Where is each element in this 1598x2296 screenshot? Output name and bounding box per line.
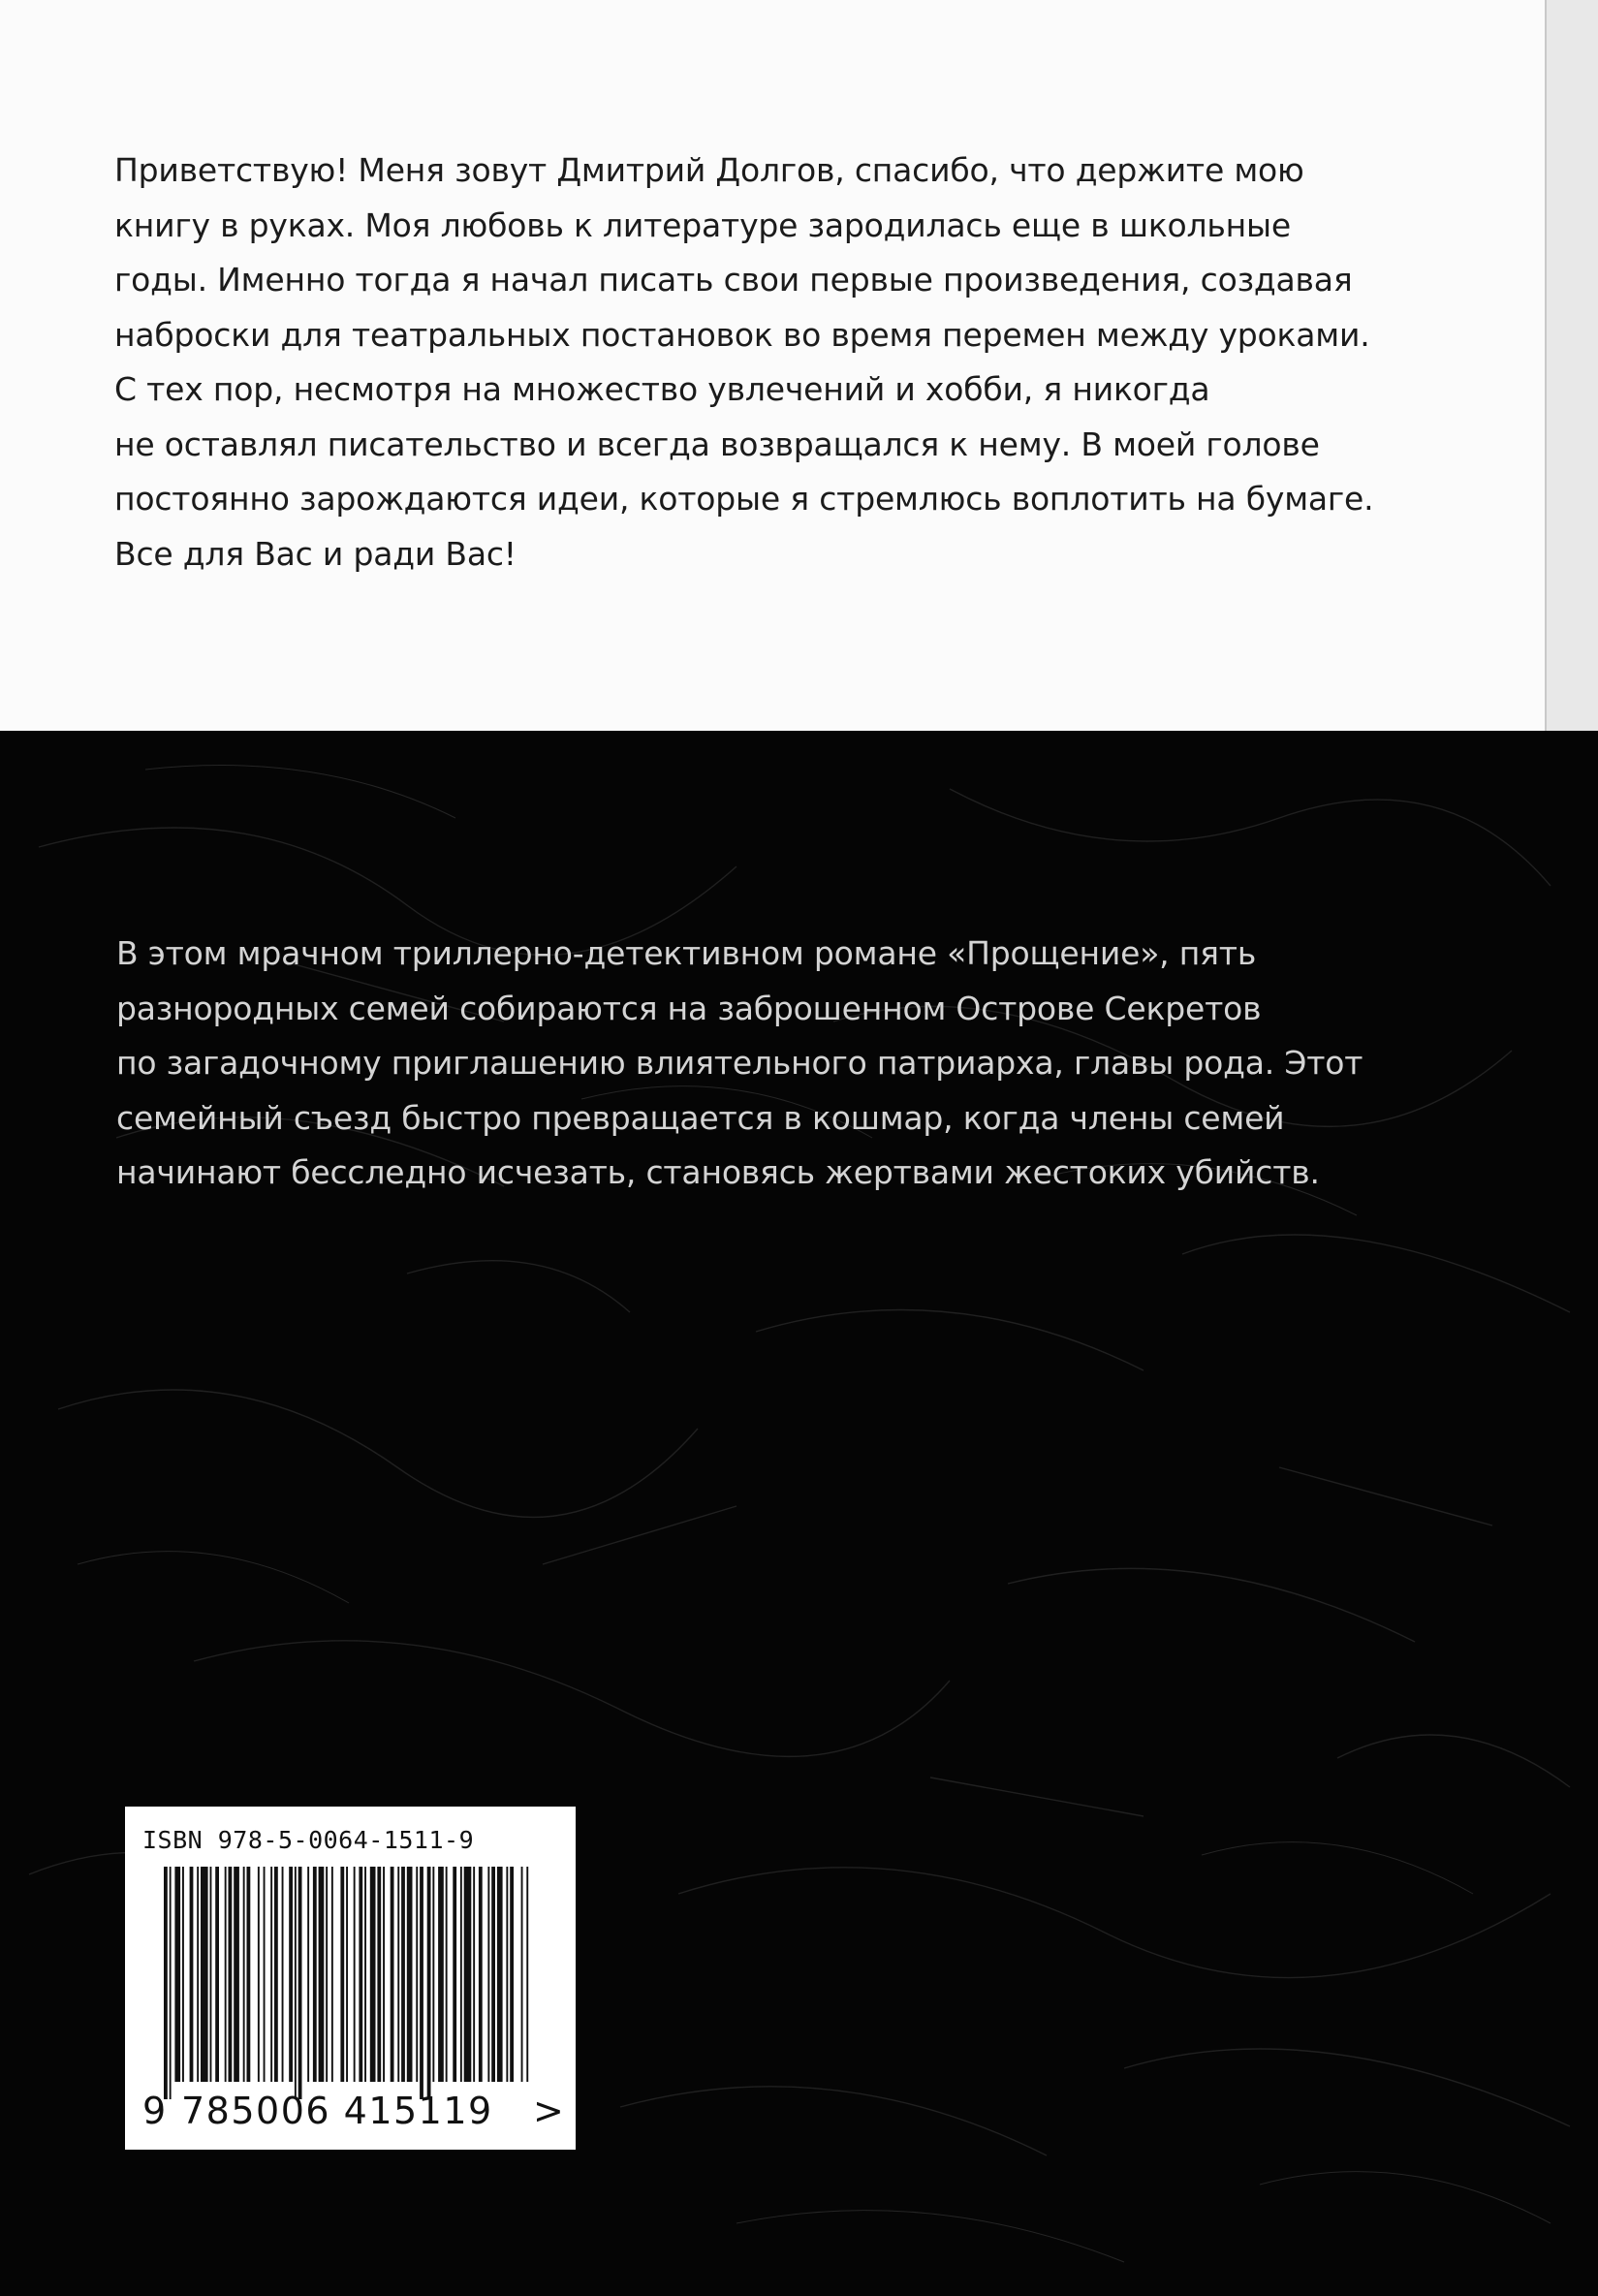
author-note xyxy=(114,143,1510,582)
barcode-bar xyxy=(247,1867,251,2082)
barcode-digit-first: 9 xyxy=(142,2090,167,2132)
barcode-bar xyxy=(364,1867,366,2082)
book-blurb xyxy=(116,927,1512,1201)
author-note-line: С тех пор, несмотря на множество увлечений и хобби, я никогда xyxy=(114,370,1210,408)
isbn-barcode-box xyxy=(125,1807,576,2150)
barcode-digits: 785006 415119 xyxy=(181,2090,493,2132)
barcode-bar xyxy=(197,1867,199,2082)
barcode-bar xyxy=(446,1867,448,2082)
barcode-bar xyxy=(377,1867,381,2082)
barcode-bar xyxy=(225,1867,227,2082)
barcode-bar xyxy=(289,1867,293,2082)
barcode-bar xyxy=(479,1867,483,2082)
author-note-line: не оставлял писательство и всегда возвращался к нему. В моей голове xyxy=(114,425,1320,463)
isbn-label: ISBN 978-5-0064-1511-9 xyxy=(142,1826,475,1854)
barcode-bar xyxy=(243,1867,245,2082)
barcode-bar xyxy=(298,1867,302,2099)
barcode-bar xyxy=(234,1867,239,2082)
barcode-bar xyxy=(497,1867,503,2082)
barcode-bar xyxy=(164,1867,168,2099)
barcode-bar xyxy=(383,1867,385,2082)
barcode-bar xyxy=(201,1867,208,2082)
barcode-bar xyxy=(370,1867,376,2082)
barcode-bar xyxy=(521,1867,523,2082)
blurb-line: разнородных семей собираются на заброшенном Острове Секретов xyxy=(116,989,1262,1027)
barcode-bar xyxy=(182,1867,184,2082)
barcode-bar xyxy=(210,1867,212,2082)
author-note-line: Приветствую! Меня зовут Дмитрий Долгов, спасибо, что держите мою xyxy=(114,151,1304,189)
barcode-bar xyxy=(264,1867,266,2082)
barcode-bar xyxy=(270,1867,272,2082)
author-note-line: книгу в руках. Моя любовь к литературе зародилась еще в школьные xyxy=(114,205,1292,244)
barcode-bar xyxy=(453,1867,456,2082)
barcode-bar xyxy=(510,1867,514,2082)
author-note-line: постоянно зарождаются идеи, которые я стремлюсь воплотить на бумаге. xyxy=(114,480,1374,518)
barcode-bar xyxy=(464,1867,472,2082)
barcode-bar xyxy=(407,1867,413,2082)
barcode-bar xyxy=(258,1867,260,2082)
barcode-arrow: > xyxy=(533,2090,564,2132)
barcode-bar xyxy=(391,1867,394,2082)
barcode-bar xyxy=(506,1867,508,2082)
barcode-bar xyxy=(340,1867,344,2082)
barcode-bar xyxy=(346,1867,348,2082)
author-note-line: годы. Именно тогда я начал писать свои первые произведения, создавая xyxy=(114,261,1353,299)
barcode-bar xyxy=(174,1867,180,2082)
barcode-bar xyxy=(473,1867,475,2082)
barcode-bar xyxy=(420,1867,423,2099)
barcode-bar xyxy=(319,1867,325,2082)
cover-edge-strip xyxy=(1547,0,1598,731)
blurb-line: В этом мрачном триллерно-детективном романе «Прощение», пять xyxy=(116,934,1257,972)
barcode-bar xyxy=(282,1867,284,2082)
author-note-line: наброски для театральных постановок во время перемен между уроками. xyxy=(114,315,1370,354)
barcode-bar xyxy=(295,1867,297,2099)
barcode-bar xyxy=(526,1867,528,2082)
barcode-bar xyxy=(397,1867,399,2082)
barcode-bar xyxy=(313,1867,317,2082)
blurb-line: начинают бесследно исчезать, становясь жертвами жестоких убийств. xyxy=(116,1153,1320,1191)
barcode-bar xyxy=(427,1867,431,2099)
barcode-bar xyxy=(491,1867,495,2082)
barcode-bar xyxy=(215,1867,219,2082)
barcode-bar xyxy=(487,1867,489,2082)
barcode-bar xyxy=(274,1867,278,2082)
barcode-bar xyxy=(359,1867,362,2082)
barcode-bar xyxy=(354,1867,356,2082)
barcode-bar xyxy=(229,1867,233,2082)
barcode-bar xyxy=(331,1867,333,2082)
blurb-line: по загадочному приглашению влиятельного патриарха, главы рода. Этот xyxy=(116,1044,1363,1082)
barcode-bar xyxy=(307,1867,309,2082)
barcode-bar xyxy=(432,1867,434,2082)
barcode-bar xyxy=(460,1867,462,2082)
barcode-bar xyxy=(170,1867,172,2099)
barcode-bar xyxy=(326,1867,328,2082)
barcode-bar xyxy=(438,1867,444,2082)
author-note-line: Все для Вас и ради Вас! xyxy=(114,534,517,573)
barcode-bar xyxy=(190,1867,194,2082)
blurb-line: семейный съезд быстро превращается в кошмар, когда члены семей xyxy=(116,1098,1285,1137)
barcode-bar xyxy=(401,1867,405,2082)
barcode-bar xyxy=(416,1867,418,2082)
